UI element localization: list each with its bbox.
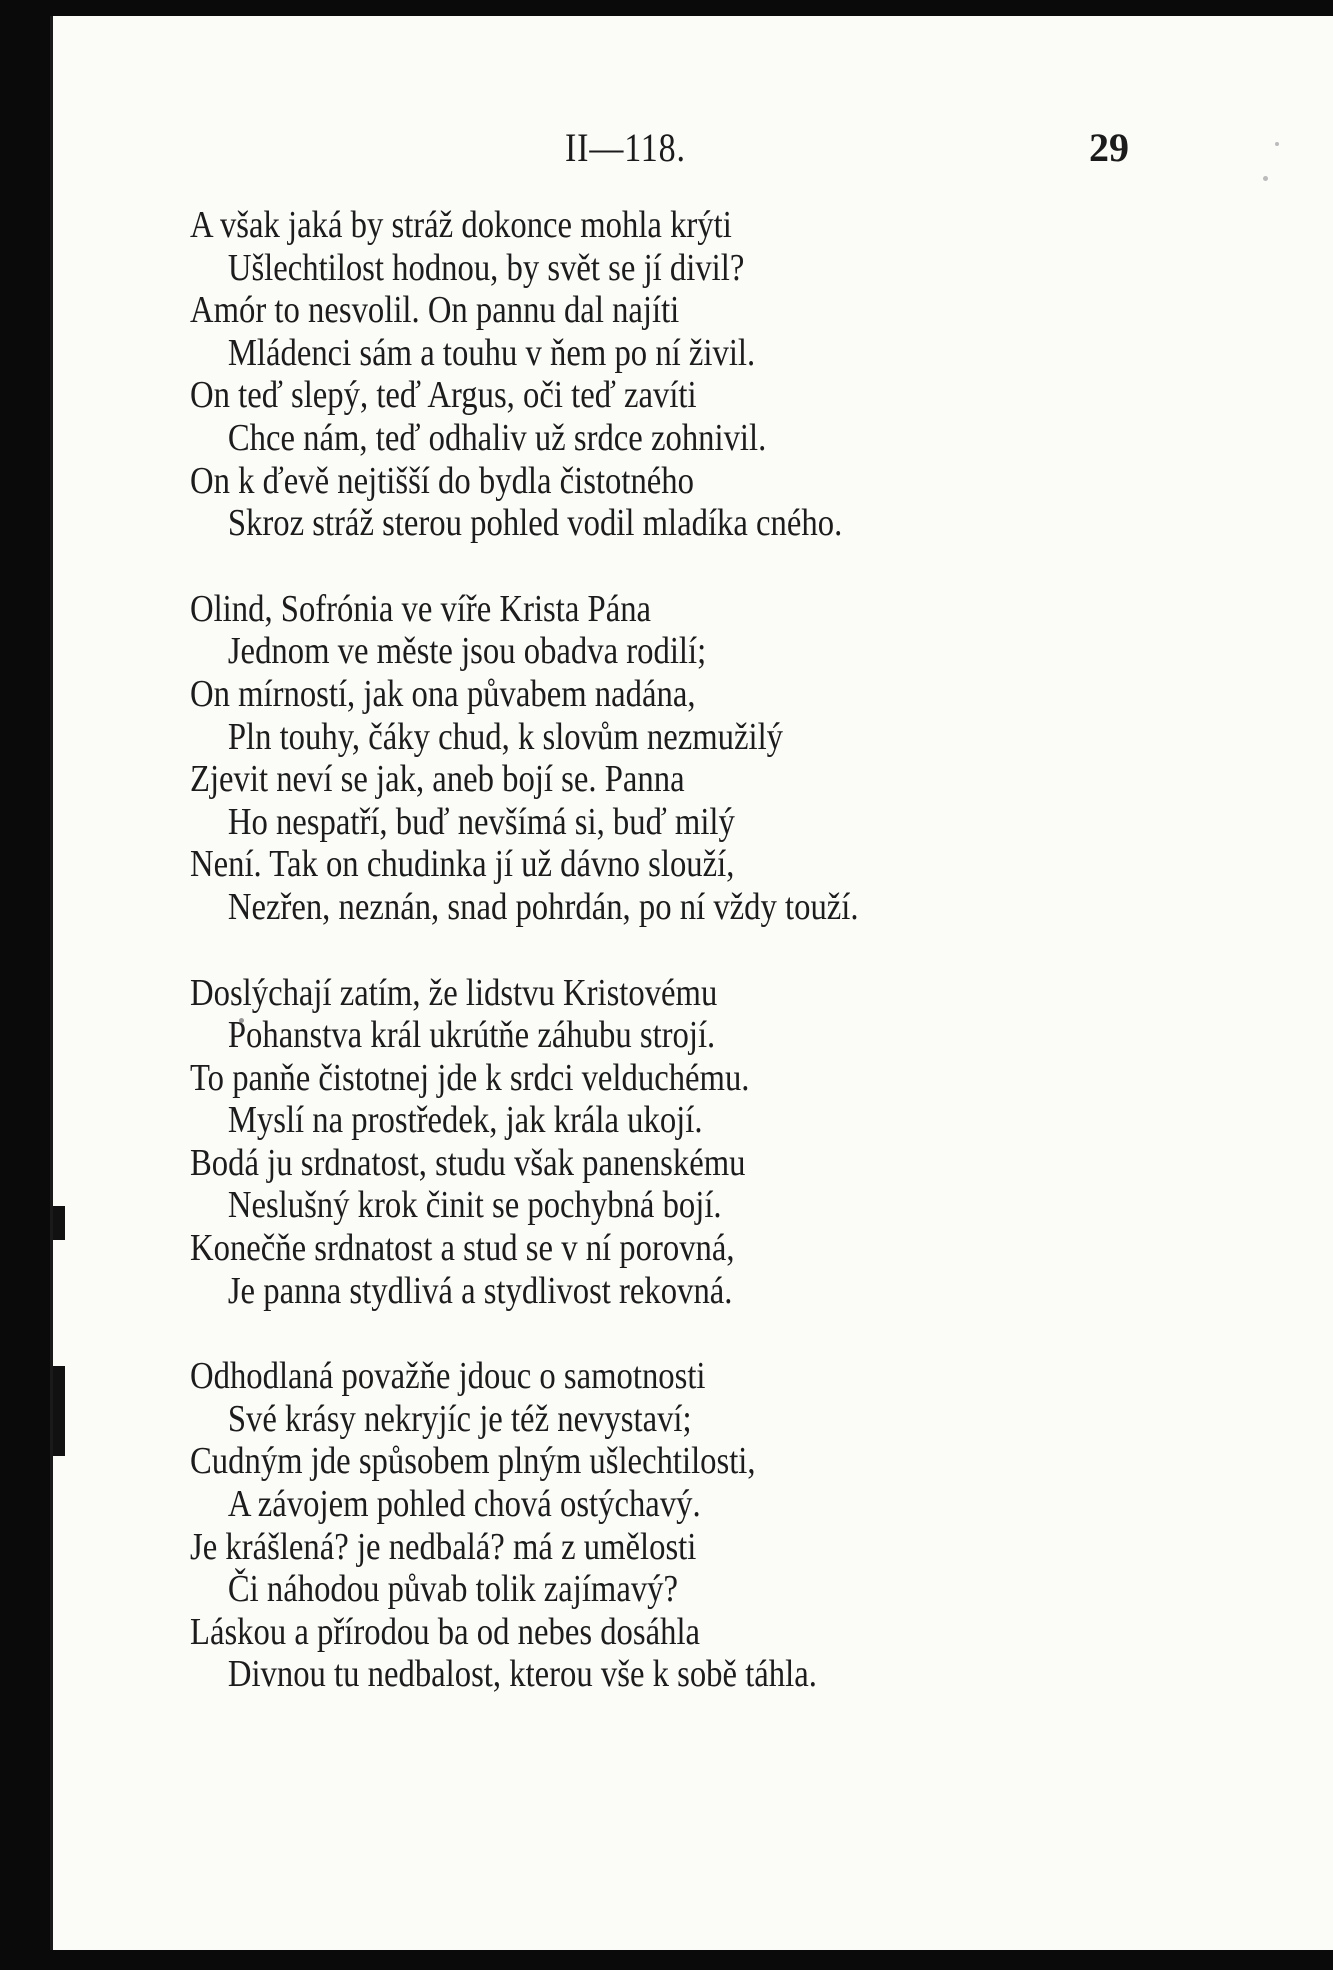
verse-line: Ho nespatří, buď nevšímá si, buď milý <box>227 800 735 843</box>
stanza <box>190 972 1250 1313</box>
verse-line: Je krášlená? je nedbalá? má z umělosti <box>190 1525 697 1568</box>
verse-line: Nezřen, neznán, snad pohrdán, po ní vždy touží. <box>227 885 859 928</box>
verse-line: Chce nám, teď odhaliv už srdce zohnivil. <box>227 416 767 459</box>
stanza <box>190 1355 1250 1696</box>
verse-line: A závojem pohled chová ostýchavý. <box>227 1483 701 1526</box>
verse-line: Láskou a přírodou ba od nebes dosáhla <box>190 1610 701 1653</box>
verse-line: Či náhodou půvab tolik zajímavý? <box>227 1568 679 1611</box>
verse-line: Mládenci sám a touhu v ňem po ní živil. <box>227 331 756 374</box>
verse-line: Jednom ve měste jsou obadva rodilí; <box>227 630 707 673</box>
verse-line: Bodá ju srdnatost, studu však panenskému <box>190 1141 746 1184</box>
verse-line: Ušlechtilost hodnou, by svět se jí divil? <box>227 246 745 289</box>
verse-line: Své krásy nekryjíc je též nevystaví; <box>227 1397 692 1440</box>
verse-line: Divnou tu nedbalost, kterou vše k sobě táhla. <box>227 1653 817 1696</box>
verse-line: Konečňe srdnatost a stud se v ní porovná, <box>190 1227 735 1270</box>
verse-line: Je panna stydlivá a stydlivost rekovná. <box>227 1269 733 1312</box>
verse-line: Myslí na prostředek, jak krála ukojí. <box>227 1099 703 1142</box>
verse-line: Zjevit neví se jak, aneb bojí se. Panna <box>190 758 685 801</box>
verse-line: Cudným jde spůsobem plným ušlechtilosti, <box>190 1440 756 1483</box>
verse-line: To panňe čistotnej jde k srdci velduchému. <box>190 1056 750 1099</box>
verse-line: On mírností, jak ona půvabem nadána, <box>190 672 696 715</box>
poem-body <box>190 204 1250 1739</box>
verse-line: Amór to nesvolil. On pannu dal najíti <box>190 289 680 332</box>
verse-line: Odhodlaná považňe jdouc o samotnosti <box>190 1355 706 1398</box>
page-header <box>53 124 1333 184</box>
verse-line: Není. Tak on chudinka jí už dávno slouží, <box>190 843 735 886</box>
page-number: 29 <box>1089 125 1129 170</box>
stanza <box>190 204 1250 545</box>
binding-mark <box>53 1366 65 1456</box>
stanza <box>190 588 1250 929</box>
verse-line: On teď slepý, teď Argus, oči teď zavíti <box>190 374 697 417</box>
running-head: II—118. <box>565 125 686 170</box>
verse-line: Pln touhy, čáky chud, k slovům nezmužilý <box>227 715 784 758</box>
binding-mark <box>53 1206 65 1240</box>
verse-line: Neslušný krok činit se pochybná bojí. <box>227 1184 722 1227</box>
verse-line: Doslýchají zatím, že lidstvu Kristovému <box>190 971 718 1014</box>
verse-line: A však jaká by stráž dokonce mohla krýti <box>190 204 732 246</box>
verse-line: Skroz stráž sterou pohled vodil mladíka cného. <box>227 502 843 545</box>
verse-line: On k ďevě nejtišší do bydla čistotného <box>190 459 694 502</box>
verse-line: Pohanstva král ukrútňe záhubu strojí. <box>227 1014 716 1057</box>
verse-line: Olind, Sofrónia ve víře Krista Pána <box>190 587 652 630</box>
